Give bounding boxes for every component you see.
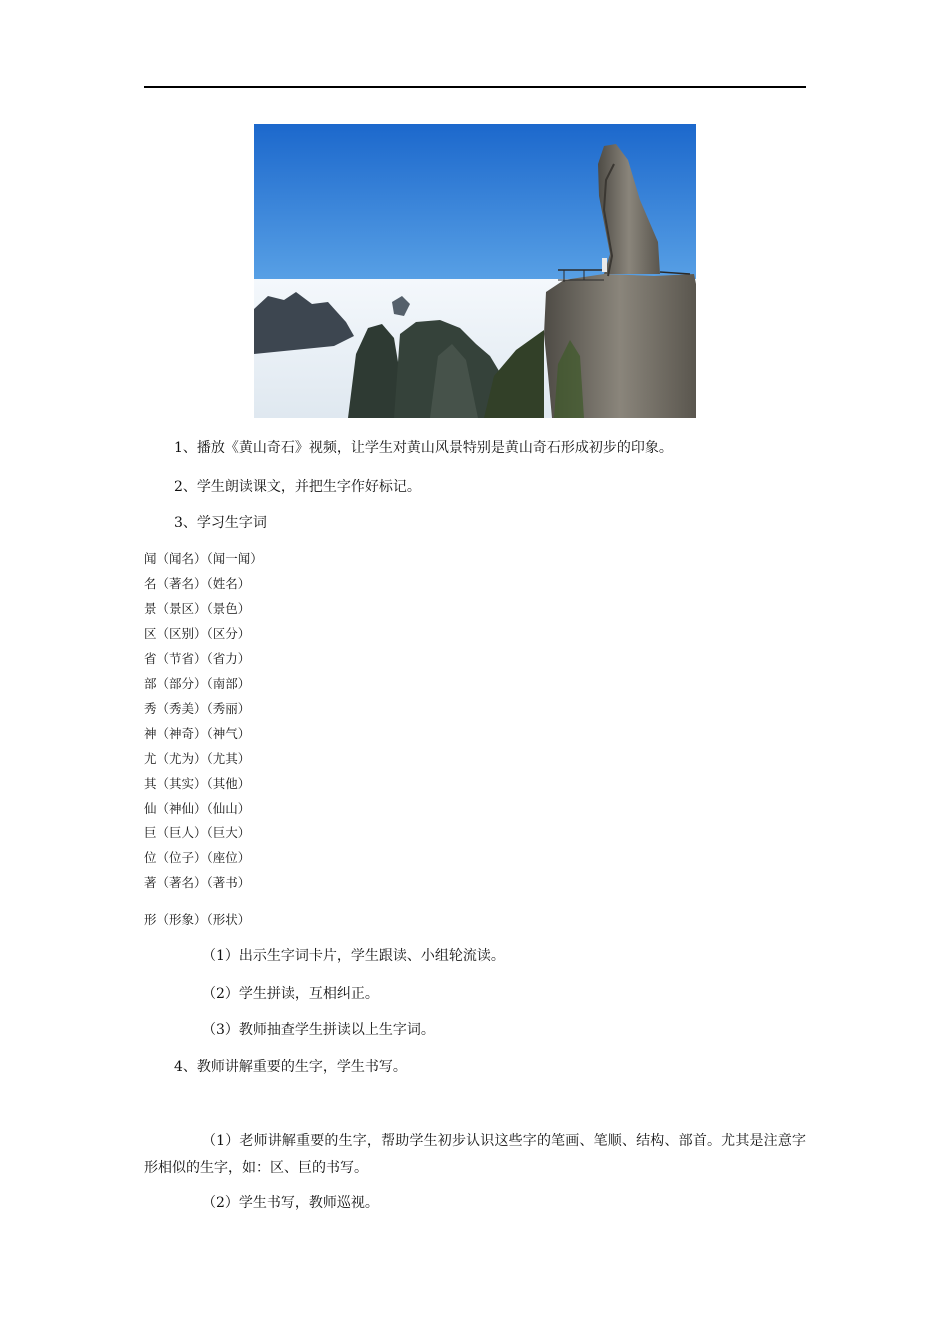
vocab-item: 秀（秀美）（秀丽） [144, 701, 251, 716]
step-3-sub-3: （3）教师抽查学生拼读以上生字词。 [202, 1022, 435, 1038]
vocab-item: 著（著名）（著书） [144, 875, 251, 890]
vocab-item: 区（区别）（区分） [144, 626, 251, 641]
vocab-item: 闻（闻名）（闻一闻） [144, 551, 263, 566]
vocab-item: 仙（神仙）（仙山） [144, 801, 251, 816]
vocab-item: 尤（尤为）（尤其） [144, 751, 251, 766]
vocab-item: 景（景区）（景色） [144, 601, 251, 616]
step-3-heading: 3、学习生字词 [174, 515, 267, 531]
vocab-item: 名（著名）（姓名） [144, 576, 251, 591]
huangshan-rock-photo [254, 124, 696, 418]
step-4-sub-2: （2）学生书写，教师巡视。 [202, 1195, 379, 1211]
step-3-sub-2: （2）学生拼读，互相纠正。 [202, 986, 379, 1002]
step-4-sub-1: （1）老师讲解重要的生字，帮助学生初步认识这些字的笔画、笔顺、结构、部首。尤其是注意字形相似的生字，如：区、巨的书写。 [144, 1133, 806, 1176]
vocab-item: 形（形象）（形状） [144, 912, 251, 927]
step-1: 1、播放《黄山奇石》视频，让学生对黄山风景特别是黄山奇石形成初步的印象。 [174, 440, 673, 456]
vocab-item: 神（神奇）（神气） [144, 726, 251, 741]
vocab-item: 省（节省）（省力） [144, 651, 251, 666]
vocab-item: 部（部分）（南部） [144, 676, 251, 691]
vocab-item: 位（位子）（座位） [144, 850, 251, 865]
step-2: 2、学生朗读课文，并把生字作好标记。 [174, 479, 421, 495]
step-3-sub-1: （1）出示生字词卡片，学生跟读、小组轮流读。 [202, 948, 505, 964]
vocab-item: 其（其实）（其他） [144, 776, 251, 791]
header-rule [144, 86, 806, 88]
vocab-item: 巨（巨人）（巨大） [144, 825, 251, 840]
step-4-heading: 4、教师讲解重要的生字，学生书写。 [174, 1059, 407, 1075]
